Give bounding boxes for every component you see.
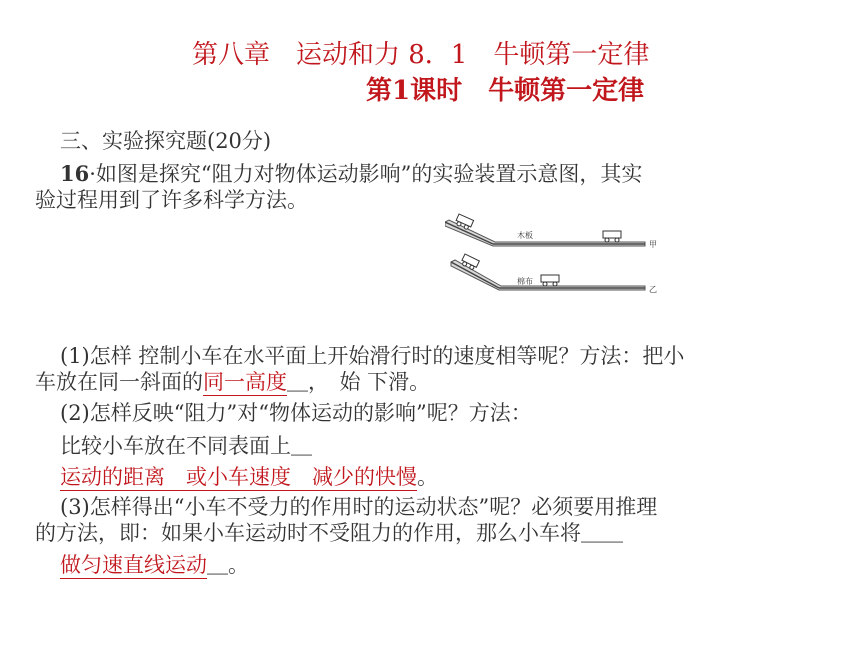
part1-suffix: ＿， 始 下滑。 xyxy=(287,370,431,394)
part1-line2 xyxy=(35,369,430,395)
chapter-title: 第八章 运动和力 8．1 牛顿第一定律 xyxy=(192,40,650,70)
label-jia: 甲 xyxy=(649,240,657,249)
part3-line3 xyxy=(60,552,249,578)
part1-line1: (1)怎样 控制小车在水平面上开始滑行时的速度相等呢？方法：把小 xyxy=(60,344,685,368)
part3-answer: 做匀速直线运动 xyxy=(60,553,207,577)
label-yi: 乙 xyxy=(649,285,657,294)
label-board: 木板 xyxy=(517,231,533,240)
question-number: 16 xyxy=(60,161,90,186)
part1-answer: 同一高度 xyxy=(203,370,287,394)
part2-line1: (2)怎样反映“阻力”对“物体运动的影响”呢？方法： xyxy=(60,401,532,425)
question-stem-text: ·如图是探究“阻力对物体运动影响”的实验装置示意图，其实 xyxy=(89,162,643,186)
part2-suffix: 。 xyxy=(417,465,438,489)
apparatus-board xyxy=(445,214,657,249)
lesson-title: 第1课时 牛顿第一定律 xyxy=(366,76,645,106)
cart-on-board xyxy=(603,231,621,242)
experiment-figure xyxy=(445,210,660,300)
question-stem-line2: 验过程用到了许多科学方法。 xyxy=(35,188,308,212)
part1-prefix: 车放在同一斜面的 xyxy=(35,370,203,394)
apparatus-cotton xyxy=(451,254,657,294)
question-stem-line1 xyxy=(60,161,642,187)
section-heading: 三、实验探究题(20分) xyxy=(60,129,272,153)
part3-line1: (3)怎样得出“小车不受力的作用时的运动状态”呢？必须要用推理 xyxy=(60,495,658,519)
part2-line2: 比较小车放在不同表面上＿ xyxy=(60,434,312,458)
cart-on-cotton xyxy=(541,275,559,286)
part2-answer: 运动的距离 或小车速度 减少的快慢 xyxy=(60,465,417,489)
part3-line2: 的方法，即：如果小车运动时不受阻力的作用，那么小车将＿＿ xyxy=(35,521,623,545)
part3-suffix: ＿。 xyxy=(207,553,249,577)
label-cotton: 棉布 xyxy=(517,277,533,286)
part2-line3 xyxy=(60,464,438,490)
